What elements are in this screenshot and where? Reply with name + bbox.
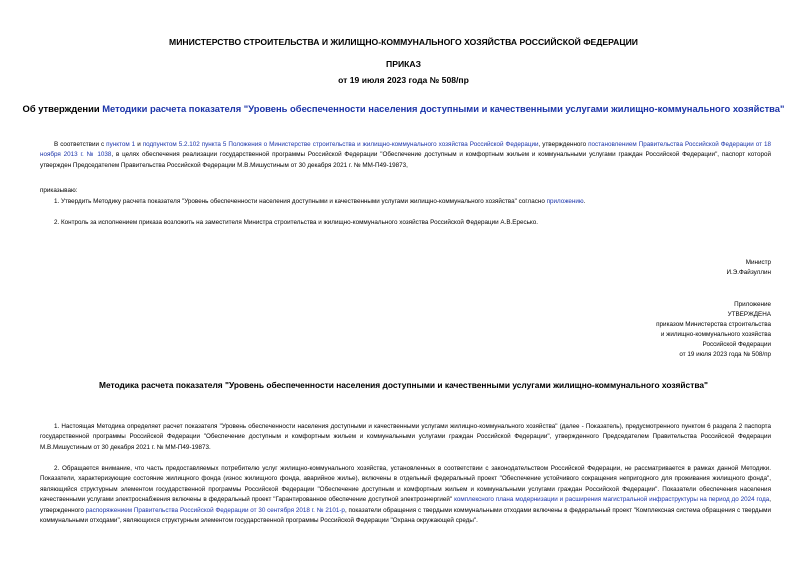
preamble-text-4: , в целях обеспечения реализации государственной программы Российской Федерации "Обеспечение доступным и комфортным жильем и коммунальными услугами граждан Российской Федерации", паспорт которой утвержден Председателем Правительства Российской Федерации М.В.Мишустиным от 30 декабря 2021 г. № ММ-П49-19873,	[40, 151, 771, 169]
ministry-heading: МИНИСТЕРСТВО СТРОИТЕЛЬСТВА И ЖИЛИЩНО-КОММУНАЛЬНОГО ХОЗЯЙСТВА РОССИЙСКОЙ ФЕДЕРАЦИИ	[169, 37, 638, 47]
title-prefix: Об утверждении	[22, 103, 103, 114]
appendix-line-3: приказом Министерства строительства	[656, 321, 771, 328]
m2-link-infrastructure-plan[interactable]: комплексного плана модернизации и расширения магистральной инфраструктуры на период до 2024 года	[454, 496, 770, 504]
item-1-text: 1. Утвердить Методику расчета показателя "Уровень обеспеченности населения доступными и качественными услугами жилищно-коммунального хозяйства" согласно	[54, 198, 547, 205]
preamble-paragraph	[40, 140, 771, 171]
signature-name: И.Э.Файзуллин	[726, 269, 771, 276]
methodology-paragraph-2	[40, 464, 771, 526]
document-title	[0, 103, 807, 114]
methodology-paragraph-1: 1. Настоящая Методика определяет расчет показателя "Уровень обеспеченности населения доступными и качественными услугами жилищно-коммунального хозяйства" (далее - Показатель), предусмотренного пунктом 6 раздела 2 паспорта государственной программы Российской Федерации "Обеспечение доступным и комфортным жильем и коммунальными услугами граждан Российской Федерации", утвержденного Председателем Правительства Российской Федерации М.В.Мишустиным от 30 декабря 2021 г. № ММ-П49-19873.	[40, 423, 771, 451]
appendix-line-2: УТВЕРЖДЕНА	[727, 311, 771, 318]
preamble-text-3: , утвержденного	[538, 141, 589, 148]
order-word: приказываю:	[40, 187, 78, 194]
document-date-number: от 19 июля 2023 года № 508/пр	[338, 75, 469, 85]
document-type: ПРИКАЗ	[386, 59, 421, 69]
order-item-2: 2. Контроль за исполнением приказа возложить на заместителя Министра строительства и жилищно-коммунального хозяйства Российской Федерации А.В.Ересько.	[54, 219, 538, 226]
appendix-line-1: Приложение	[734, 301, 771, 308]
signature-position: Министр	[745, 259, 771, 266]
signature-block	[726, 258, 771, 278]
m2-link-government-order[interactable]: распоряжением Правительства Российской Федерации от 30 сентября 2018 г. № 2101-р	[85, 506, 345, 514]
m2-text-c: , показатели обращения с твердыми коммунальными отходами включены в федеральный проект "Комплексная система обращения с твердыми коммунальными отходами", являющихся структурным элементом государственной программы Российской Федерации "Охрана окружающей среды".	[40, 506, 771, 525]
order-item-1	[40, 197, 771, 207]
m2-text-a: 2. Обращается внимание, что часть предоставляемых потребителю услуг жилищно-коммунального хозяйства, установленных в соответствии с законодательством Российской Федерации, не рассматривается в рамках данной Методики. Показатели, характеризующие состояние жилищного фонда (износ жилищного фонда, аварийное жилье), включены в отдельный федеральный проект "Обеспечение устойчивого сокращения непригодного для проживания жилищного фонда", являющийся структурным элементом государственной программы Российской Федерации "Обеспечение доступным и комфортным жильем и коммунальными услугами граждан Российской Федерации". Показатели обеспечения населения качественными услугами электроснабжения включены в федеральный проект "Гарантированное обеспечение доступной электроэнергией"	[40, 465, 771, 504]
appendix-line-6: от 19 июля 2023 года № 508/пр	[679, 351, 771, 358]
preamble-link-regulation[interactable]: подпунктом 5.2.102 пункта 5 Положения о Министерстве строительства и жилищно-коммунального хозяйства Российской Федерации	[142, 141, 539, 148]
item-1-appendix-link[interactable]: приложению	[546, 198, 584, 205]
preamble-link-point-1[interactable]: пунктом 1	[106, 141, 136, 148]
preamble-text-1: В соответствии с	[54, 141, 107, 148]
preamble-link-resolution[interactable]: постановлением Правительства Российской Федерации от 18 ноября 2013 г. № 1038	[40, 141, 771, 159]
item-1-end: .	[583, 198, 586, 205]
appendix-block	[656, 300, 771, 360]
appendix-line-5: Российской Федерации	[702, 341, 771, 348]
preamble-text-2: и	[135, 141, 143, 148]
title-methodology-link[interactable]: Методики расчета показателя "Уровень обеспеченности населения доступными и качественными услугами жилищно-коммунального хозяйства"	[102, 103, 785, 114]
methodology-title: Методика расчета показателя "Уровень обеспеченности населения доступными и качественными услугами жилищно-коммунального хозяйства"	[99, 380, 708, 390]
appendix-line-4: и жилищно-коммунального хозяйства	[660, 331, 771, 338]
m2-text-b: , утвержденного	[40, 496, 771, 514]
